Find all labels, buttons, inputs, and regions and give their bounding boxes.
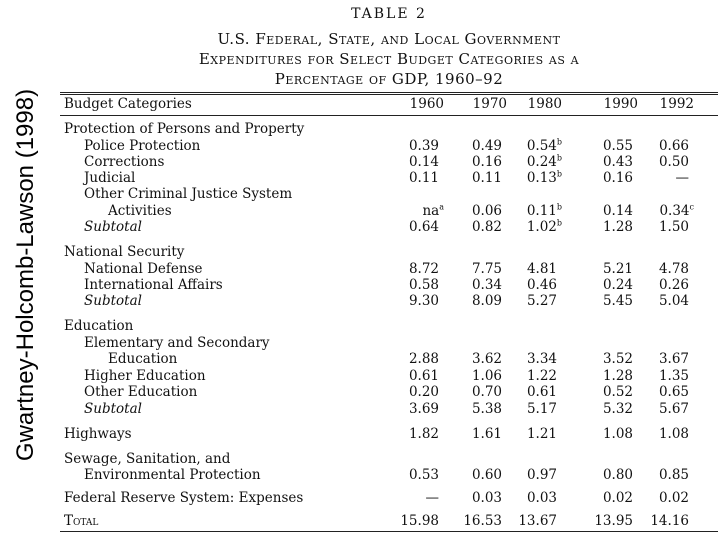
- cell-value: 0.34: [659, 203, 690, 219]
- cell-value: 1.08: [658, 426, 689, 442]
- cell-value: 0.50: [658, 154, 689, 170]
- table-cell: [640, 170, 694, 186]
- cell-value: 0.66: [658, 138, 689, 154]
- row-label-subtotal: Subtotal: [84, 219, 142, 235]
- cell-value: 5.67: [658, 401, 689, 417]
- table-document: [60, 0, 718, 540]
- table-cell: [508, 368, 562, 384]
- table-cell: [453, 384, 507, 400]
- cell-value: 1.82: [408, 426, 439, 442]
- cell-value: 0.39: [408, 138, 439, 154]
- table-cell: [508, 351, 562, 367]
- cell-value: 0.64: [408, 219, 439, 235]
- cell-value: 14.16: [650, 513, 689, 529]
- cell-value: 0.80: [602, 467, 633, 483]
- table-cell: [453, 138, 507, 154]
- table-cell: [390, 351, 444, 367]
- table-cell: [640, 138, 694, 154]
- cell-value: 1.22: [526, 368, 557, 384]
- side-caption-text: Gwartney-Holcomb-Lawson (1998): [12, 88, 39, 462]
- cell-value: 0.82: [471, 219, 502, 235]
- cell-value: 3.52: [602, 351, 633, 367]
- cell-value: 5.27: [526, 293, 557, 309]
- side-caption: [0, 0, 52, 540]
- footnote-marker: b: [556, 137, 562, 147]
- table-cell: [453, 368, 507, 384]
- table-cell: [640, 154, 694, 170]
- cell-value: 5.17: [526, 401, 557, 417]
- cell-value: na: [422, 203, 440, 219]
- table-cell: [390, 293, 444, 309]
- rule-top-double: [60, 94, 718, 95]
- table-cell: [640, 351, 694, 367]
- table-cell: [584, 384, 638, 400]
- table-cell: [584, 219, 638, 235]
- table-cell: [390, 467, 444, 483]
- cell-value: 0.61: [526, 384, 557, 400]
- cell-value: 3.34: [526, 351, 557, 367]
- table-cell: [390, 384, 444, 400]
- cell-value: 1.61: [471, 426, 502, 442]
- cell-value: 0.06: [471, 203, 502, 219]
- cell-value: 2.88: [408, 351, 439, 367]
- table-cell: [390, 219, 444, 235]
- cell-value: 5.45: [602, 293, 633, 309]
- header-year-1990: 1990: [603, 96, 638, 112]
- table-cell: [453, 490, 507, 506]
- header-year-1970: 1970: [472, 96, 507, 112]
- cell-value: 9.30: [408, 293, 439, 309]
- rule-top: [60, 92, 718, 93]
- header-year-1980: 1980: [527, 96, 562, 112]
- table-cell: [640, 513, 694, 529]
- footnote-marker: c: [689, 202, 694, 212]
- row-label-other-education: Other Education: [84, 384, 198, 400]
- table-cell: [640, 490, 694, 506]
- cell-value: 0.46: [526, 277, 557, 293]
- row-label-total: Total: [64, 513, 99, 529]
- table-title-line-2: Expenditures for Select Budget Categories as a: [198, 50, 580, 68]
- cell-value: 5.04: [658, 293, 689, 309]
- row-label-other-criminal-justice-system: Other Criminal Justice System: [84, 186, 293, 202]
- cell-value: 0.85: [658, 467, 689, 483]
- row-label-activities: Activities: [108, 203, 172, 219]
- table-cell: [584, 490, 638, 506]
- cell-value: 1.08: [602, 426, 633, 442]
- table-label: TABLE 2: [351, 6, 427, 22]
- table-cell: [584, 513, 638, 529]
- cell-value: 0.52: [602, 384, 633, 400]
- cell-value: 1.50: [658, 219, 689, 235]
- table-cell: [584, 277, 638, 293]
- cell-value: 0.02: [658, 490, 689, 506]
- footnote-marker: b: [556, 169, 562, 179]
- cell-value: 1.35: [658, 368, 689, 384]
- cell-value: 0.11: [471, 170, 502, 186]
- cell-value: 5.38: [471, 401, 502, 417]
- cell-value: 0.49: [471, 138, 502, 154]
- cell-value: 0.13: [526, 170, 557, 186]
- cell-value: 4.78: [658, 261, 689, 277]
- cell-value: 1.02: [526, 219, 557, 235]
- table-cell: [640, 426, 694, 442]
- cell-value: 0.20: [408, 384, 439, 400]
- cell-value: 0.03: [471, 490, 502, 506]
- row-label-international-affairs: International Affairs: [84, 277, 223, 293]
- table-cell: [390, 368, 444, 384]
- table-cell: [584, 426, 638, 442]
- table-cell: [508, 384, 562, 400]
- cell-value: 0.24: [526, 154, 557, 170]
- cell-value: 0.16: [602, 170, 633, 186]
- cell-value: 0.70: [471, 384, 502, 400]
- table-cell: [584, 351, 638, 367]
- table-cell: [584, 203, 638, 219]
- table-cell: [508, 154, 562, 170]
- row-label-national-defense: National Defense: [84, 261, 203, 277]
- table-cell: [508, 261, 562, 277]
- cell-value: 5.32: [602, 401, 633, 417]
- row-label-federal-reserve-system-expenses: Federal Reserve System: Expenses: [64, 490, 304, 506]
- header-year-1960: 1960: [409, 96, 444, 112]
- cell-value: 15.98: [400, 513, 439, 529]
- row-label-environmental-protection: Environmental Protection: [84, 467, 261, 483]
- table-cell: [453, 219, 507, 235]
- row-label-subtotal: Subtotal: [84, 401, 142, 417]
- cell-value: 0.26: [658, 277, 689, 293]
- table-cell: [584, 467, 638, 483]
- row-label-elementary-and-secondary: Elementary and Secondary: [84, 335, 270, 351]
- cell-value: 8.09: [471, 293, 502, 309]
- cell-value: 7.75: [471, 261, 502, 277]
- footnote-marker: a: [439, 202, 444, 212]
- row-label-corrections: Corrections: [84, 154, 165, 170]
- table-cell: [390, 138, 444, 154]
- table-cell: [390, 203, 444, 219]
- cell-value: 0.53: [408, 467, 439, 483]
- footnote-marker: b: [556, 218, 562, 228]
- table-cell: [508, 426, 562, 442]
- table-cell: [640, 384, 694, 400]
- row-label-highways: Highways: [64, 426, 132, 442]
- rule-bottom: [60, 531, 718, 532]
- cell-value: 16.53: [463, 513, 502, 529]
- cell-value: 0.24: [602, 277, 633, 293]
- table-cell: [508, 170, 562, 186]
- cell-value: 0.11: [408, 170, 439, 186]
- table-cell: [640, 219, 694, 235]
- table-cell: [453, 277, 507, 293]
- row-label-national-security: National Security: [64, 244, 185, 260]
- row-label-education: Education: [108, 351, 178, 367]
- cell-value: 13.67: [518, 513, 557, 529]
- table-cell: [390, 154, 444, 170]
- table-cell: [584, 293, 638, 309]
- table-cell: [640, 203, 694, 219]
- table-cell: [453, 467, 507, 483]
- table-cell: [640, 277, 694, 293]
- table-cell: [508, 138, 562, 154]
- cell-value: 4.81: [526, 261, 557, 277]
- table-cell: [453, 203, 507, 219]
- table-cell: [453, 293, 507, 309]
- table-cell: [390, 490, 444, 506]
- footnote-marker: b: [556, 153, 562, 163]
- table-title-line-3: Percentage of GDP, 1960–92: [274, 70, 504, 88]
- table-cell: [390, 401, 444, 417]
- cell-value: 0.97: [526, 467, 557, 483]
- cell-value: 0.14: [602, 203, 633, 219]
- cell-value: 1.28: [602, 219, 633, 235]
- cell-value: 0.03: [526, 490, 557, 506]
- cell-value: 0.16: [471, 154, 502, 170]
- table-cell: [584, 154, 638, 170]
- table-cell: [508, 490, 562, 506]
- header-category: Budget Categories: [64, 96, 192, 112]
- table-cell: [508, 467, 562, 483]
- table-cell: [584, 401, 638, 417]
- row-label-sewage-sanitation-and: Sewage, Sanitation, and: [64, 451, 231, 467]
- table-cell: [453, 401, 507, 417]
- cell-value: 3.69: [408, 401, 439, 417]
- table-cell: [508, 513, 562, 529]
- cell-value: 5.21: [602, 261, 633, 277]
- table-cell: [584, 170, 638, 186]
- cell-value: 0.14: [408, 154, 439, 170]
- table-cell: [640, 401, 694, 417]
- row-label-higher-education: Higher Education: [84, 368, 206, 384]
- table-cell: [390, 170, 444, 186]
- table-cell: [453, 351, 507, 367]
- table-cell: [390, 277, 444, 293]
- table-cell: [508, 293, 562, 309]
- table-cell: [508, 401, 562, 417]
- cell-value: 0.65: [658, 384, 689, 400]
- cell-value: 3.62: [471, 351, 502, 367]
- table-cell: [453, 261, 507, 277]
- cell-value: 0.43: [602, 154, 633, 170]
- table-cell: [640, 261, 694, 277]
- cell-value: 0.61: [408, 368, 439, 384]
- table-cell: [640, 293, 694, 309]
- header-year-1992: 1992: [659, 96, 694, 112]
- table-cell: [508, 203, 562, 219]
- cell-value: 0.58: [408, 277, 439, 293]
- table-cell: [640, 467, 694, 483]
- table-cell: [508, 277, 562, 293]
- table-cell: [453, 154, 507, 170]
- footnote-marker: b: [556, 202, 562, 212]
- row-label-education: Education: [64, 318, 134, 334]
- table-cell: [584, 261, 638, 277]
- table-cell: [453, 170, 507, 186]
- table-cell: [640, 368, 694, 384]
- cell-value: 0.11: [526, 203, 557, 219]
- cell-value: 3.67: [658, 351, 689, 367]
- cell-value: 0.55: [602, 138, 633, 154]
- cell-value: 8.72: [408, 261, 439, 277]
- row-label-police-protection: Police Protection: [84, 138, 201, 154]
- cell-value: 0.34: [471, 277, 502, 293]
- table-cell: [584, 138, 638, 154]
- cell-value: 1.28: [602, 368, 633, 384]
- table-cell: [390, 426, 444, 442]
- row-label-protection-of-persons-and-property: Protection of Persons and Property: [64, 121, 305, 137]
- row-label-subtotal: Subtotal: [84, 293, 142, 309]
- table-cell: [508, 219, 562, 235]
- table-cell: [390, 513, 444, 529]
- cell-value: 0.02: [602, 490, 633, 506]
- table-title-line-1: U.S. Federal, State, and Local Government: [217, 30, 561, 48]
- table-cell: [584, 368, 638, 384]
- cell-value: 1.06: [471, 368, 502, 384]
- rule-header: [60, 115, 718, 116]
- cell-value: 13.95: [594, 513, 633, 529]
- row-label-judicial: Judicial: [84, 170, 136, 186]
- cell-value: 0.54: [526, 138, 557, 154]
- table-cell: [453, 513, 507, 529]
- cell-value: 1.21: [526, 426, 557, 442]
- table-cell: [390, 261, 444, 277]
- cell-value: 0.60: [471, 467, 502, 483]
- cell-value: —: [425, 490, 439, 506]
- cell-value: —: [675, 170, 689, 186]
- table-cell: [453, 426, 507, 442]
